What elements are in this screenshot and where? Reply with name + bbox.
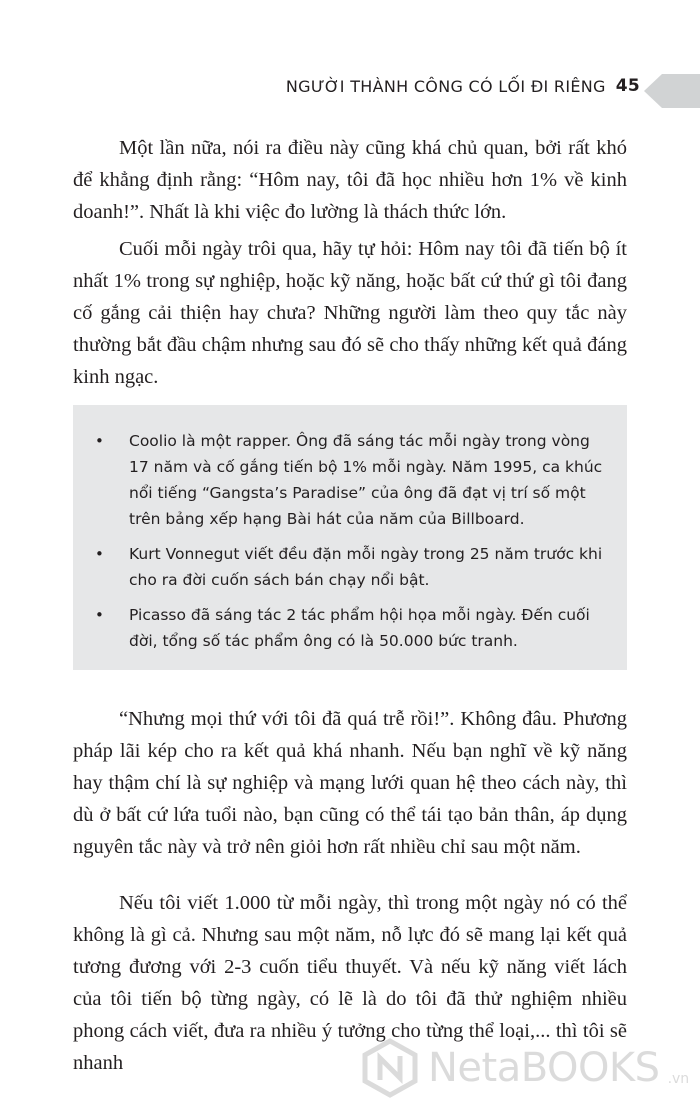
bullet-icon: • xyxy=(95,432,104,450)
paragraph-1: Một lần nữa, nói ra điều này cũng khá chủ quan, bởi rất khó để khẳng định rằng: “Hôm nay, tôi đã học nhiều hơn 1% về kinh doanh!”. Nhất là khi việc đo lường là thách thức lớn. xyxy=(73,137,627,223)
page-tab-arrow-icon xyxy=(644,74,700,108)
running-header-title: NGƯỜI THÀNH CÔNG CÓ LỐI ĐI RIÊNG xyxy=(285,76,606,96)
watermark-text: NetaBOOKS xyxy=(428,1044,660,1091)
paragraph-4: Nếu tôi viết 1.000 từ mỗi ngày, thì trong một ngày nó có thể không là gì cả. Nhưng sau một năm, nỗ lực đó sẽ mang lại kết quả tương đương với 2-3 cuốn tiểu thuyết. Và nếu kỹ năng viết lách của tôi tiến bộ từng ngày, có lẽ là do tôi đã thử nghiệm nhiều phong cách viết, đưa ra nhiều ý tưởng cho từng thể loại,... thì tôi sẽ nhanh xyxy=(73,892,627,1074)
highlight-box xyxy=(73,405,627,670)
list-item xyxy=(73,541,627,593)
bullet-icon: • xyxy=(95,606,104,624)
paragraph-3: “Nhưng mọi thứ với tôi đã quá trễ rồi!”. Không đâu. Phương pháp lãi kép cho ra kết quả khá nhanh. Nếu bạn nghĩ về kỹ năng hay thậm chí là sự nghiệp và mạng lưới quan hệ theo cách này, thì dù ở bất cứ lứa tuổi nào, bạn cũng có thể tái tạo bản thân, áp dụng nguyên tắc này và trở nên giỏi hơn rất nhiều chỉ sau một năm. xyxy=(73,708,627,858)
list-item-text: Kurt Vonnegut viết đều đặn mỗi ngày trong 25 năm trước khi cho ra đời cuốn sách bán chạy nổi bật. xyxy=(129,545,603,589)
netabooks-logo-icon xyxy=(360,1038,420,1098)
paragraph-2: Cuối mỗi ngày trôi qua, hãy tự hỏi: Hôm nay tôi đã tiến bộ ít nhất 1% trong sự nghiệp, hoặc kỹ năng, hoặc bất cứ thứ gì tôi đang cố gắng cải thiện hay chưa? Những người làm theo quy tắc này thường bắt đầu chậm nhưng sau đó sẽ cho thấy những kết quả đáng kinh ngạc. xyxy=(73,238,627,388)
list-item-text: Coolio là một rapper. Ông đã sáng tác mỗi ngày trong vòng 17 năm và cố gắng tiến bộ 1% mỗi ngày. Năm 1995, ca khúc nổi tiếng “Gangsta’s Paradise” của ông đã đạt vị trí số một trên bảng xếp hạng Bài hát của năm của Billboard. xyxy=(129,432,603,528)
watermark-suffix: .vn xyxy=(667,1071,690,1087)
netabooks-watermark xyxy=(360,1030,695,1105)
list-item xyxy=(73,602,627,654)
bullet-icon: • xyxy=(95,545,104,563)
list-item-text: Picasso đã sáng tác 2 tác phẩm hội họa mỗi ngày. Đến cuối đời, tổng số tác phẩm ông có là 50.000 bức tranh. xyxy=(129,606,590,650)
running-header xyxy=(286,76,640,96)
page-number: 45 xyxy=(615,76,640,96)
example-list xyxy=(73,428,627,663)
list-item xyxy=(73,428,627,532)
